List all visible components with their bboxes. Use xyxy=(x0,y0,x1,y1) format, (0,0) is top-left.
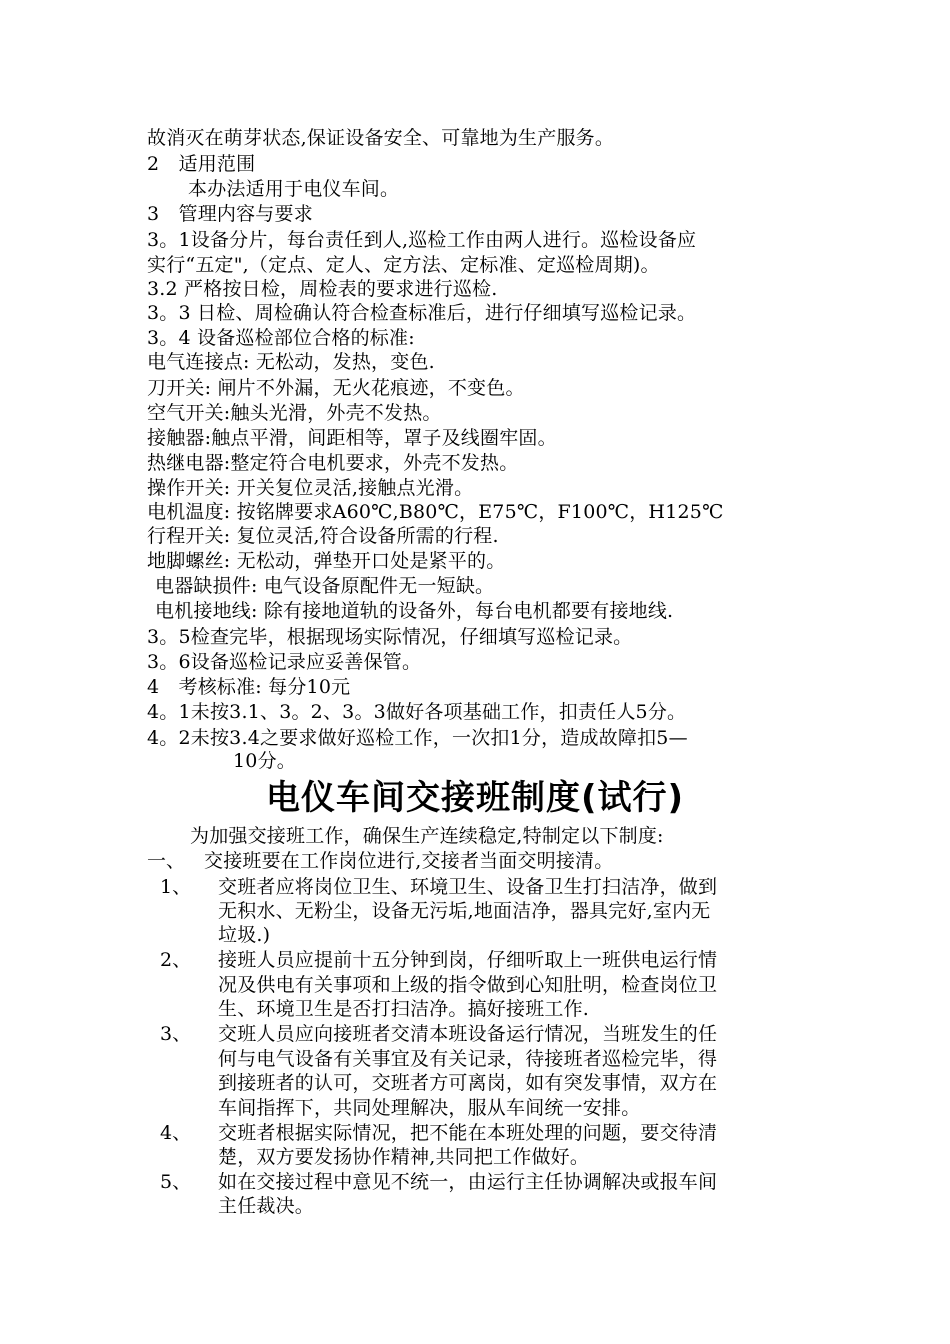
item-number: 1、 xyxy=(160,876,192,898)
item-number: 2、 xyxy=(160,949,192,971)
item-number: 3、 xyxy=(160,1023,192,1045)
list-item-line: 交班人员应向接班者交清本班设备运行情况，当班发生的任 xyxy=(218,1023,718,1045)
text-line: 电机接地线: 除有接地道轨的设备外，每台电机都要有接地线. xyxy=(155,600,674,622)
text-line: 故消灭在萌芽状态,保证设备安全、可靠地为生产服务。 xyxy=(147,127,615,149)
list-item-line: 交班者应将岗位卫生、环境卫生、设备卫生打扫洁净，做到 xyxy=(218,876,718,898)
text-line: 10分。 xyxy=(233,750,296,772)
list-item-line: 到接班者的认可，交班者方可离岗，如有突发事情，双方在 xyxy=(218,1072,718,1094)
text-line: 刀开关: 闸片不外漏，无火花痕迹，不变色。 xyxy=(147,377,525,399)
item-number: 4、 xyxy=(160,1122,192,1144)
text-line: 3.2 严格按日检，周检表的要求进行巡检. xyxy=(147,278,498,300)
text-line: 热继电器:整定符合电机要求，外壳不发热。 xyxy=(147,452,519,474)
text-line: 操作开关: 开关复位灵活,接触点光滑。 xyxy=(147,477,474,499)
intro-text: 为加强交接班工作，确保生产连续稳定,特制定以下制度: xyxy=(190,825,664,847)
text-line: 行程开关: 复位灵活,符合设备所需的行程. xyxy=(147,525,499,547)
text-line: 3。1设备分片，每台责任到人,巡检工作由两人进行。巡检设备应 xyxy=(147,229,697,251)
text-line: 电机温度: 按铭牌要求A60℃,B80℃，E75℃，F100℃，H125℃ xyxy=(147,501,724,523)
text-line: 接触器:触点平滑，间距相等，罩子及线圈牢固。 xyxy=(147,427,557,449)
list-item-line: 交班者根据实际情况，把不能在本班处理的问题，要交待清 xyxy=(218,1122,718,1144)
page-title: 电仪车间交接班制度(试行) xyxy=(265,778,685,818)
text-line: 电气连接点: 无松动，发热，变色. xyxy=(147,351,435,373)
list-item-line: 无积水、无粉尘，设备无污垢,地面洁净，器具完好,室内无 xyxy=(218,900,711,922)
list-item-line: 楚，双方要发扬协作精神,共同把工作做好。 xyxy=(218,1146,590,1168)
text-line: 3。6设备巡检记录应妥善保管。 xyxy=(147,651,422,673)
heading-text: 交接班要在工作岗位进行,交接者当面交明接清。 xyxy=(204,850,614,872)
text-line: 本办法适用于电仪车间。 xyxy=(188,178,400,200)
section-heading: 4 考核标准: 每分10元 xyxy=(147,676,351,698)
section-heading: 2 适用范围 xyxy=(147,153,256,175)
text-line: 电器缺损件: 电气设备原配件无一短缺。 xyxy=(155,575,495,597)
text-line: 3。5检查完毕，根据现场实际情况，仔细填写巡检记录。 xyxy=(147,626,633,648)
text-line: 空气开关:触头光滑，外壳不发热。 xyxy=(147,402,442,424)
text-line: 4。2未按3.4之要求做好巡检工作，一次扣1分，造成故障扣5— xyxy=(147,727,688,749)
list-item-line: 车间指挥下，共同处理解决，服从车间统一安排。 xyxy=(218,1097,641,1119)
list-item-line: 生、环境卫生是否打扫洁净。搞好接班工作. xyxy=(218,998,590,1020)
heading-number: 一、 xyxy=(147,850,186,872)
list-item-line: 垃圾.) xyxy=(218,924,271,946)
item-number: 5、 xyxy=(160,1171,192,1193)
text-line: 3。3 日检、周检确认符合检查标准后，进行仔细填写巡检记录。 xyxy=(147,302,697,324)
list-item-line: 况及供电有关事项和上级的指令做到心知肚明，检查岗位卫 xyxy=(218,974,718,996)
text-line: 实行“五定",（定点、定人、定方法、定标准、定巡检周期)。 xyxy=(147,254,660,276)
list-item-line: 接班人员应提前十五分钟到岗，仔细听取上一班供电运行情 xyxy=(218,949,718,971)
list-item-line: 主任裁决。 xyxy=(218,1195,315,1217)
list-item-line: 如在交接过程中意见不统一，由运行主任协调解决或报车间 xyxy=(218,1171,718,1193)
section-heading: 3 管理内容与要求 xyxy=(147,203,313,225)
list-item-line: 何与电气设备有关事宜及有关记录，待接班者巡检完毕，得 xyxy=(218,1048,718,1070)
text-line: 地脚螺丝: 无松动，弹垫开口处是紧平的。 xyxy=(147,550,506,572)
text-line: 4。1未按3.1、3。2、3。3做好各项基础工作，扣责任人5分。 xyxy=(147,701,687,723)
text-line: 3。4 设备巡检部位合格的标准: xyxy=(147,327,415,349)
